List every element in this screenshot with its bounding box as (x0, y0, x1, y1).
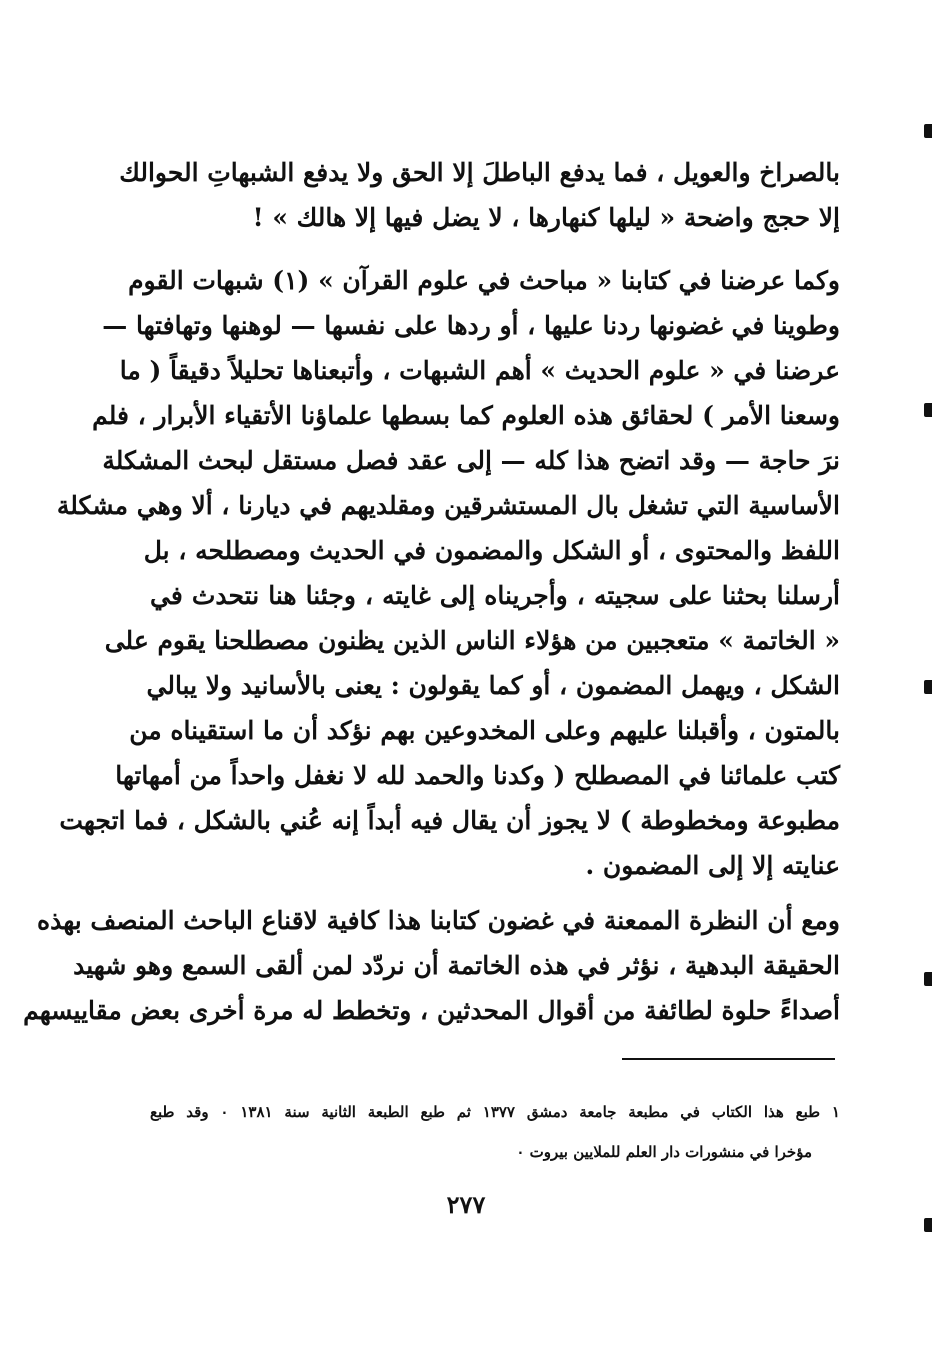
paragraph-2 (56, 258, 840, 888)
text-line: وكما عرضنا في كتابنا « مباحث في علوم القرآن » (١) شبهات القوم (128, 266, 840, 295)
paragraph-1 (119, 150, 840, 240)
text-line: « الخاتمة » متعجبين من هؤلاء الناس الذين يظنون مصطلحنا يقوم على (104, 626, 840, 655)
paragraph-3 (23, 898, 840, 1033)
text-line: أرسلنا بحثنا على سجيته ، وأجريناه إلى غايته ، وجئنا هنا نتحدث في (150, 581, 840, 610)
text-line: وطوينا في غضونها ردنا عليها ، أو ردها على نفسها — لوهنها وتهافتها — (102, 311, 840, 340)
footnote-line: ١ طبع هذا الكتاب في مطبعة جامعة دمشق ١٣٧٧ ثم طبع الطبعة الثانية سنة ١٣٨١ ٠ وقد طبع (150, 1103, 840, 1121)
margin-mark (924, 124, 932, 138)
text-line: إلا حجج واضحة « ليلها كنهارها ، لا يضل فيها إلا هالك » ! (252, 203, 840, 232)
text-line: عنايته إلا إلى المضمون . (585, 851, 840, 880)
margin-mark (924, 1218, 932, 1232)
text-line: اللفظ والمحتوى ، أو الشكل والمضمون في الحديث ومصطلحه ، بل (143, 536, 840, 565)
text-line: وسعنا الأمر ) لحقائق هذه العلوم كما بسطها علماؤنا الأتقياء الأبرار ، فلم (92, 401, 840, 430)
margin-mark (924, 972, 932, 986)
text-line: ومع أن النظرة الممعنة في غضون كتابنا هذا كافية لاقناع الباحث المنصف بهذه (36, 906, 840, 935)
text-line: بالصراخ والعويل ، فما يدفع الباطلَ إلا الحق ولا يدفع الشبهاتِ الحوالك (119, 158, 840, 187)
text-line: كتب علمائنا في المصطلح ( وكدنا والحمد لله لا نغفل واحداً من أمهاتها (115, 761, 840, 790)
text-line: نرَ حاجة — وقد اتضح هذا كله — إلى عقد فصل مستقل لبحث المشكلة (102, 446, 840, 475)
text-line: الأساسية التي تشغل بال المستشرقين ومقلديهم في ديارنا ، ألا وهي مشكلة (56, 491, 840, 520)
text-line: الحقيقة البدهية ، نؤثر في هذه الخاتمة أن نردّد لمن ألقى السمع وهو شهيد (73, 951, 840, 980)
footnote-line: مؤخرا في منشورات دار العلم للملايين بيروت ٠ (516, 1143, 812, 1161)
text-line: مطبوعة ومخطوطة ) لا يجوز أن يقال فيه أبداً إنه عُني بالشكل ، فما اتجهت (59, 806, 840, 835)
text-line: بالمتون ، وأقبلنا عليهم وعلى المخدوعين بهم نؤكد أن ما استقيناه من (129, 716, 840, 745)
text-line: الشكل ، ويهمل المضمون ، أو كما يقولون : يعنى بالأسانيد ولا يبالي (146, 671, 840, 700)
text-line: عرضنا في « علوم الحديث » أهم الشبهات ، وأتبعناها تحليلاً دقيقاً ( ما (119, 356, 840, 385)
footnotes (150, 1092, 840, 1172)
margin-mark (924, 680, 932, 694)
footnote-divider (622, 1058, 835, 1060)
margin-mark (924, 403, 932, 417)
text-line: أصداءً حلوة لطائفة من أقوال المحدثين ، وتخطط له مرة أخرى بعض مقاييسهم (23, 996, 840, 1025)
page-number: ٢٧٧ (446, 1190, 486, 1219)
